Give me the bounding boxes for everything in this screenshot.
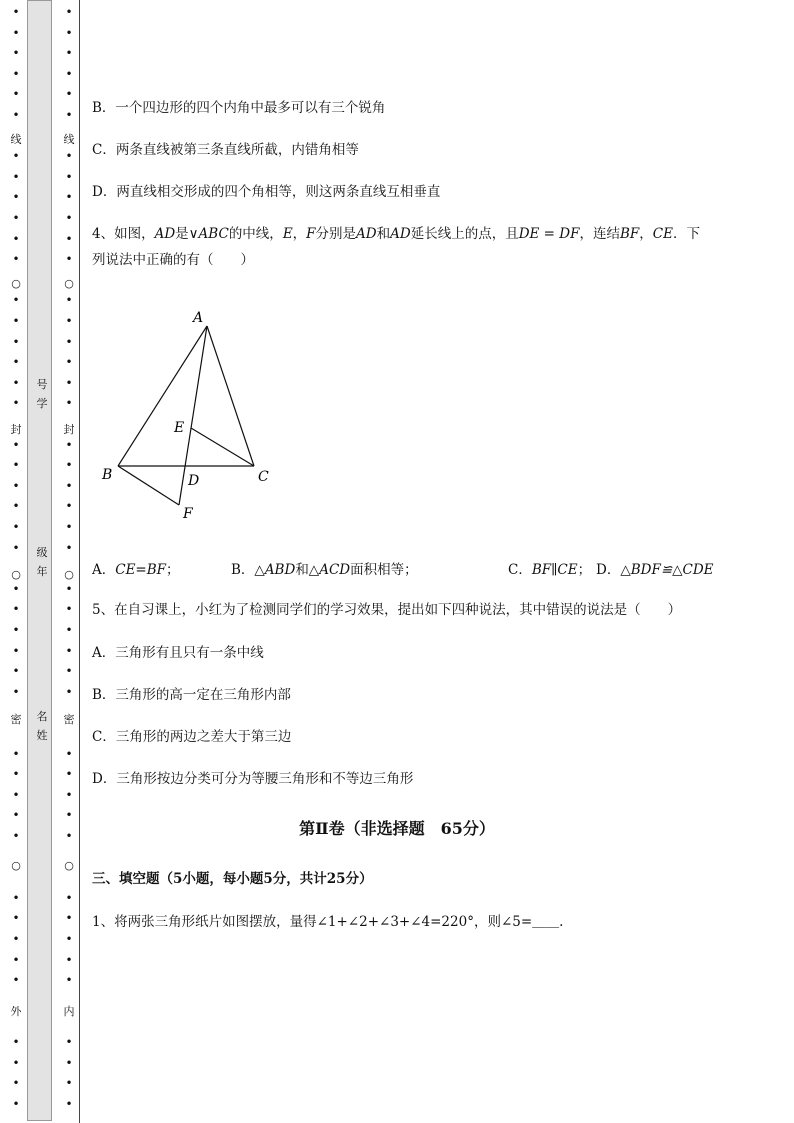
point-d-label: D [188, 473, 200, 489]
seal-dot: • [12, 438, 20, 452]
math: AD [154, 226, 176, 242]
seal-dot: • [65, 499, 73, 513]
triangle-figure [95, 300, 285, 530]
segment-bf [118, 466, 179, 505]
q4-stem-line2: 列说法中正确的有（ ） [92, 252, 254, 268]
seal-mark: 密 [10, 713, 22, 726]
seal-dot: • [12, 1076, 20, 1090]
seal-dot: • [12, 232, 20, 246]
seal-dot: • [65, 26, 73, 40]
seal-dot: • [12, 973, 20, 987]
math: DE = DF [518, 226, 580, 242]
seal-dot: • [12, 293, 20, 307]
seal-dot: • [65, 932, 73, 946]
seal-dot: • [65, 190, 73, 204]
text: ， [292, 226, 307, 242]
math: ABD [264, 562, 296, 578]
seal-mark: ○ [11, 277, 21, 290]
text: A． [92, 562, 116, 578]
seal-dot: • [12, 149, 20, 163]
part-two-title: 第Ⅱ卷（非选择题 65分） [299, 819, 495, 838]
math: ∨ABC [188, 226, 229, 242]
q4-stem-line1 [92, 224, 700, 244]
text: 延长线上的点，且 [410, 226, 519, 242]
section-three-title: 三、填空题（5小题，每小题5分，共计25分） [92, 871, 373, 887]
seal-dot: • [65, 46, 73, 60]
label-char: 名 [36, 710, 48, 723]
seal-dot: • [65, 664, 73, 678]
seal-dot: • [12, 67, 20, 81]
seal-dot: • [65, 396, 73, 410]
seal-dot: • [65, 211, 73, 225]
seal-dot: • [12, 479, 20, 493]
seal-dot: • [65, 355, 73, 369]
seal-dot: • [12, 355, 20, 369]
seal-dot: • [12, 396, 20, 410]
segment-ec [191, 428, 254, 466]
name-label [32, 707, 52, 745]
seal-mark: 外 [10, 1005, 22, 1018]
grade-label [32, 543, 52, 581]
seal-dot: • [12, 1056, 20, 1070]
seal-dot: • [65, 1035, 73, 1049]
seal-dot: • [12, 211, 20, 225]
text: ； [166, 562, 180, 578]
seal-mark: ○ [64, 568, 74, 581]
seal-mark: ○ [64, 277, 74, 290]
text: 的中线， [228, 226, 283, 242]
math: CE [652, 226, 673, 242]
seal-mark: 封 [63, 423, 75, 436]
seal-dot: • [65, 602, 73, 616]
seal-dot: • [65, 149, 73, 163]
seal-dot: • [12, 520, 20, 534]
seal-dot: • [65, 232, 73, 246]
seal-dot: • [12, 685, 20, 699]
math: ACD [319, 562, 351, 578]
text: D．△ [596, 562, 631, 578]
q4-option-d [596, 560, 714, 580]
q4-option-a [92, 560, 180, 580]
label-char: 学 [36, 397, 48, 410]
text: B．△ [231, 562, 265, 578]
seal-dot: • [12, 664, 20, 678]
seal-dot: • [12, 335, 20, 349]
math: BF [619, 226, 640, 242]
label-char: 年 [36, 565, 48, 578]
seal-dot: • [12, 788, 20, 802]
seal-dot: • [12, 108, 20, 122]
seal-dot: • [12, 932, 20, 946]
seal-mark: 线 [63, 133, 75, 146]
seal-dot: • [12, 953, 20, 967]
text: 是 [175, 226, 189, 242]
point-a-label: A [193, 310, 204, 326]
q5-option-a: A．三角形有且只有一条中线 [92, 645, 264, 661]
seal-dot: • [12, 582, 20, 596]
seal-dot: • [12, 1097, 20, 1111]
seal-dot: • [65, 685, 73, 699]
seal-dot: • [65, 438, 73, 452]
seal-dot: • [12, 891, 20, 905]
seal-dot: • [65, 170, 73, 184]
seal-dot: • [12, 499, 20, 513]
seal-dot: • [65, 623, 73, 637]
seal-dot: • [12, 170, 20, 184]
seal-mark: 封 [10, 423, 22, 436]
seal-dot: • [12, 314, 20, 328]
seal-mark: 密 [63, 713, 75, 726]
seal-dot: • [65, 520, 73, 534]
seal-dot: • [65, 252, 73, 266]
seal-dot: • [65, 108, 73, 122]
seal-dot: • [65, 644, 73, 658]
seal-dot: • [65, 808, 73, 822]
seal-dot: • [12, 26, 20, 40]
q5-option-d: D．三角形按边分类可分为等腰三角形和不等边三角形 [92, 771, 414, 787]
q3-option-b: B．一个四边形的四个内角中最多可以有三个锐角 [92, 100, 386, 116]
seal-dot: • [12, 5, 20, 19]
seal-dot: • [12, 747, 20, 761]
seal-dot: • [65, 67, 73, 81]
seal-dot: • [65, 767, 73, 781]
seal-dot: • [12, 623, 20, 637]
label-char: 级 [36, 546, 48, 559]
seal-dot: • [65, 953, 73, 967]
seal-dot: • [65, 747, 73, 761]
point-c-label: C [258, 469, 269, 485]
seal-mark: ○ [11, 859, 21, 872]
math: F [306, 226, 316, 242]
seal-dot: • [65, 829, 73, 843]
text: 4、如图， [92, 226, 155, 242]
label-char: 号 [36, 378, 48, 391]
segment-ac [207, 326, 254, 466]
seal-mark: ○ [11, 568, 21, 581]
point-f-label: F [183, 506, 193, 522]
text: ，连结 [579, 226, 620, 242]
seal-dot: • [12, 602, 20, 616]
text: ．下 [672, 226, 700, 242]
math: AD [356, 226, 377, 242]
math: CE=BF [115, 562, 167, 578]
left-seal-line [10, 0, 22, 1123]
q4-option-b [231, 560, 418, 580]
right-seal-line [63, 0, 75, 1123]
q3-option-c: C．两条直线被第三条直线所截，内错角相等 [92, 142, 359, 158]
point-b-label: B [102, 467, 113, 483]
seal-dot: • [12, 190, 20, 204]
seal-dot: • [65, 293, 73, 307]
seal-dot: • [65, 87, 73, 101]
math: AD [390, 226, 411, 242]
text: C． [508, 562, 532, 578]
seal-dot: • [65, 788, 73, 802]
seal-dot: • [65, 891, 73, 905]
q5-option-b: B．三角形的高一定在三角形内部 [92, 687, 291, 703]
seal-dot: • [12, 376, 20, 390]
seal-dot: • [12, 87, 20, 101]
math: BF∥CE [531, 562, 578, 578]
text: 分别是 [315, 226, 357, 242]
seal-dot: • [12, 458, 20, 472]
seal-dot: • [65, 1056, 73, 1070]
seal-dot: • [65, 582, 73, 596]
binding-margin [0, 0, 86, 1123]
seal-dot: • [65, 335, 73, 349]
text: ， [639, 226, 653, 242]
seal-dot: • [12, 767, 20, 781]
seal-dot: • [65, 541, 73, 555]
point-e-label: E [174, 420, 185, 436]
seal-dot: • [65, 911, 73, 925]
seal-dot: • [12, 911, 20, 925]
seal-dot: • [65, 479, 73, 493]
q5-stem: 5、在自习课上，小红为了检测同学们的学习效果，提出如下四种说法，其中错误的说法是（ ） [92, 602, 682, 618]
seal-dot: • [12, 1035, 20, 1049]
q5-option-c: C．三角形的两边之差大于第三边 [92, 729, 292, 745]
seal-mark: ○ [64, 859, 74, 872]
seal-dot: • [12, 46, 20, 60]
seal-dot: • [65, 458, 73, 472]
text: 和 [376, 226, 391, 242]
seal-dot: • [65, 314, 73, 328]
seal-dot: • [12, 541, 20, 555]
seal-dot: • [12, 644, 20, 658]
seal-mark: 内 [63, 1005, 75, 1018]
text: 和△ [295, 562, 320, 578]
seal-dot: • [12, 829, 20, 843]
seal-mark: 线 [10, 133, 22, 146]
seal-dot: • [12, 252, 20, 266]
margin-border-line [79, 0, 80, 1123]
seal-dot: • [12, 808, 20, 822]
q3-option-d: D．两直线相交形成的四个角相等，则这两条直线互相垂直 [92, 184, 441, 200]
math: E [282, 226, 293, 242]
seal-dot: • [65, 973, 73, 987]
seal-dot: • [65, 376, 73, 390]
label-char: 姓 [36, 729, 48, 742]
fill-question-1: 1、将两张三角形纸片如图摆放，量得∠1+∠2+∠3+∠4=220°，则∠5=＿＿. [92, 914, 564, 930]
q4-option-c [508, 560, 591, 580]
seal-dot: • [65, 5, 73, 19]
student-number-label [32, 375, 52, 413]
text: ； [577, 562, 592, 578]
seal-dot: • [65, 1097, 73, 1111]
text: 面积相等； [350, 562, 418, 578]
segment-ab [118, 326, 207, 466]
seal-dot: • [65, 1076, 73, 1090]
math: BDF≌△CDE [630, 562, 714, 578]
